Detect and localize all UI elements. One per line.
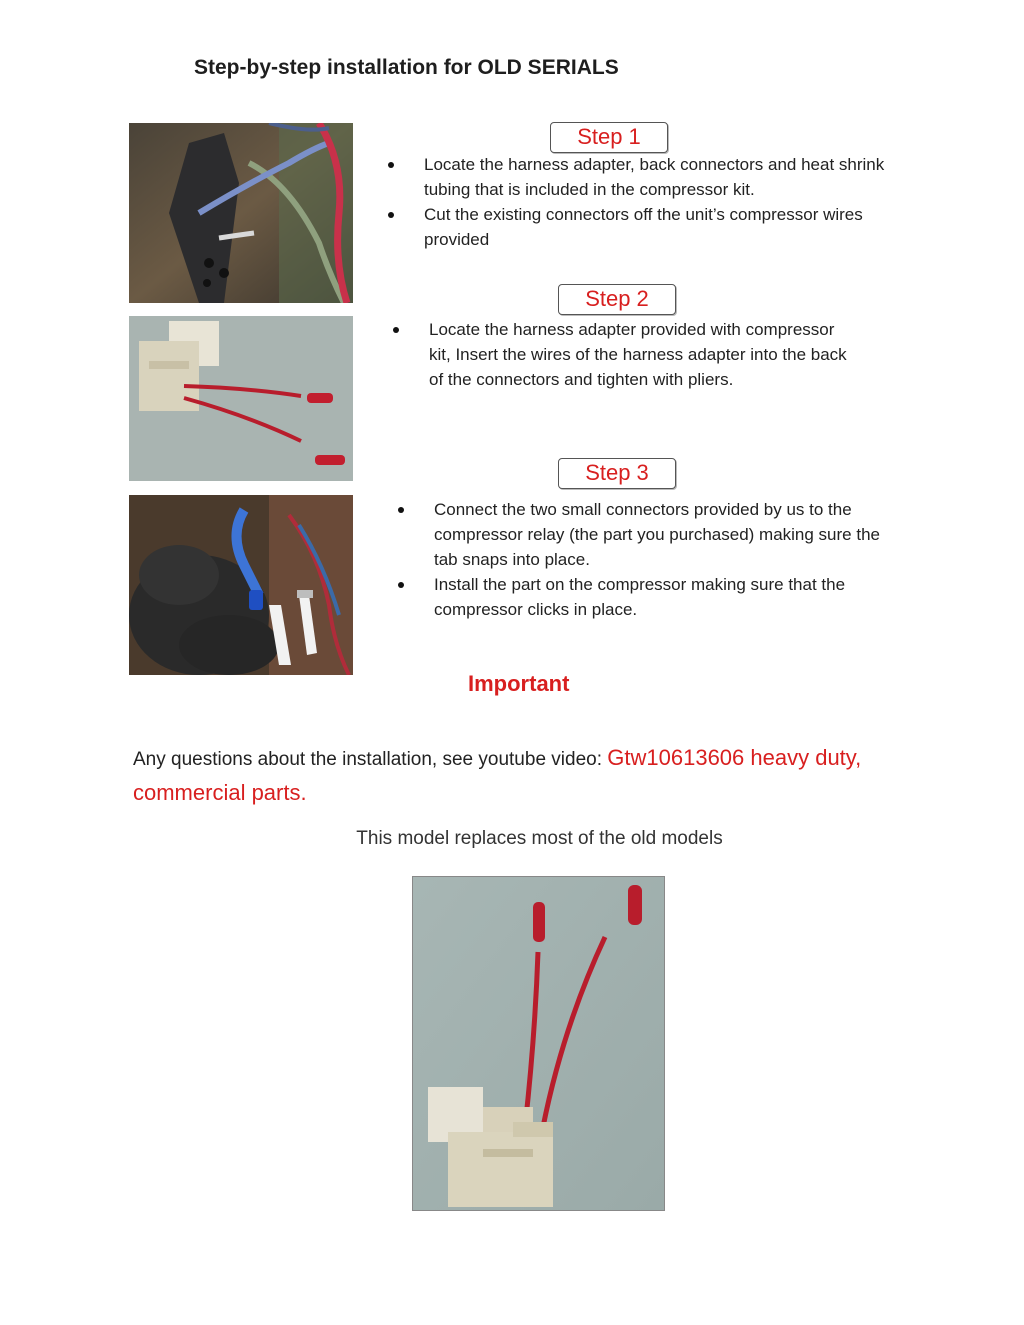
step-3-photo xyxy=(129,495,353,675)
step-1-photo xyxy=(129,123,353,303)
step-1-instructions xyxy=(424,152,894,252)
list-item: Install the part on the compressor making sure that the compressor clicks in place. xyxy=(434,572,904,622)
list-item: Locate the harness adapter provided with compressor kit, Insert the wires of the harness adapter into the back of the connectors and tighten with pliers. xyxy=(429,317,859,392)
page-title: Step-by-step installation for OLD SERIALS xyxy=(194,56,619,79)
step-3-instructions xyxy=(434,497,904,622)
step-2-photo xyxy=(129,316,353,481)
video-link[interactable]: Gtw10613606 heavy duty, commercial parts. xyxy=(133,745,862,805)
important-heading: Important xyxy=(468,671,570,696)
step-2-instructions xyxy=(429,317,859,392)
step-2-label: Step 2 xyxy=(558,284,676,315)
questions-paragraph xyxy=(133,741,933,811)
replaces-caption: This model replaces most of the old models xyxy=(356,828,723,849)
product-photo xyxy=(412,876,665,1211)
step-3-label: Step 3 xyxy=(558,458,676,489)
step-1-label: Step 1 xyxy=(550,122,668,153)
list-item: Connect the two small connectors provided by us to the compressor relay (the part you purchased) making sure the tab snaps into place. xyxy=(434,497,904,572)
list-item: Locate the harness adapter, back connectors and heat shrink tubing that is included in the compressor kit. xyxy=(424,152,894,202)
questions-text: Any questions about the installation, see youtube video: xyxy=(133,749,602,770)
list-item: Cut the existing connectors off the unit’s compressor wires provided xyxy=(424,202,894,252)
